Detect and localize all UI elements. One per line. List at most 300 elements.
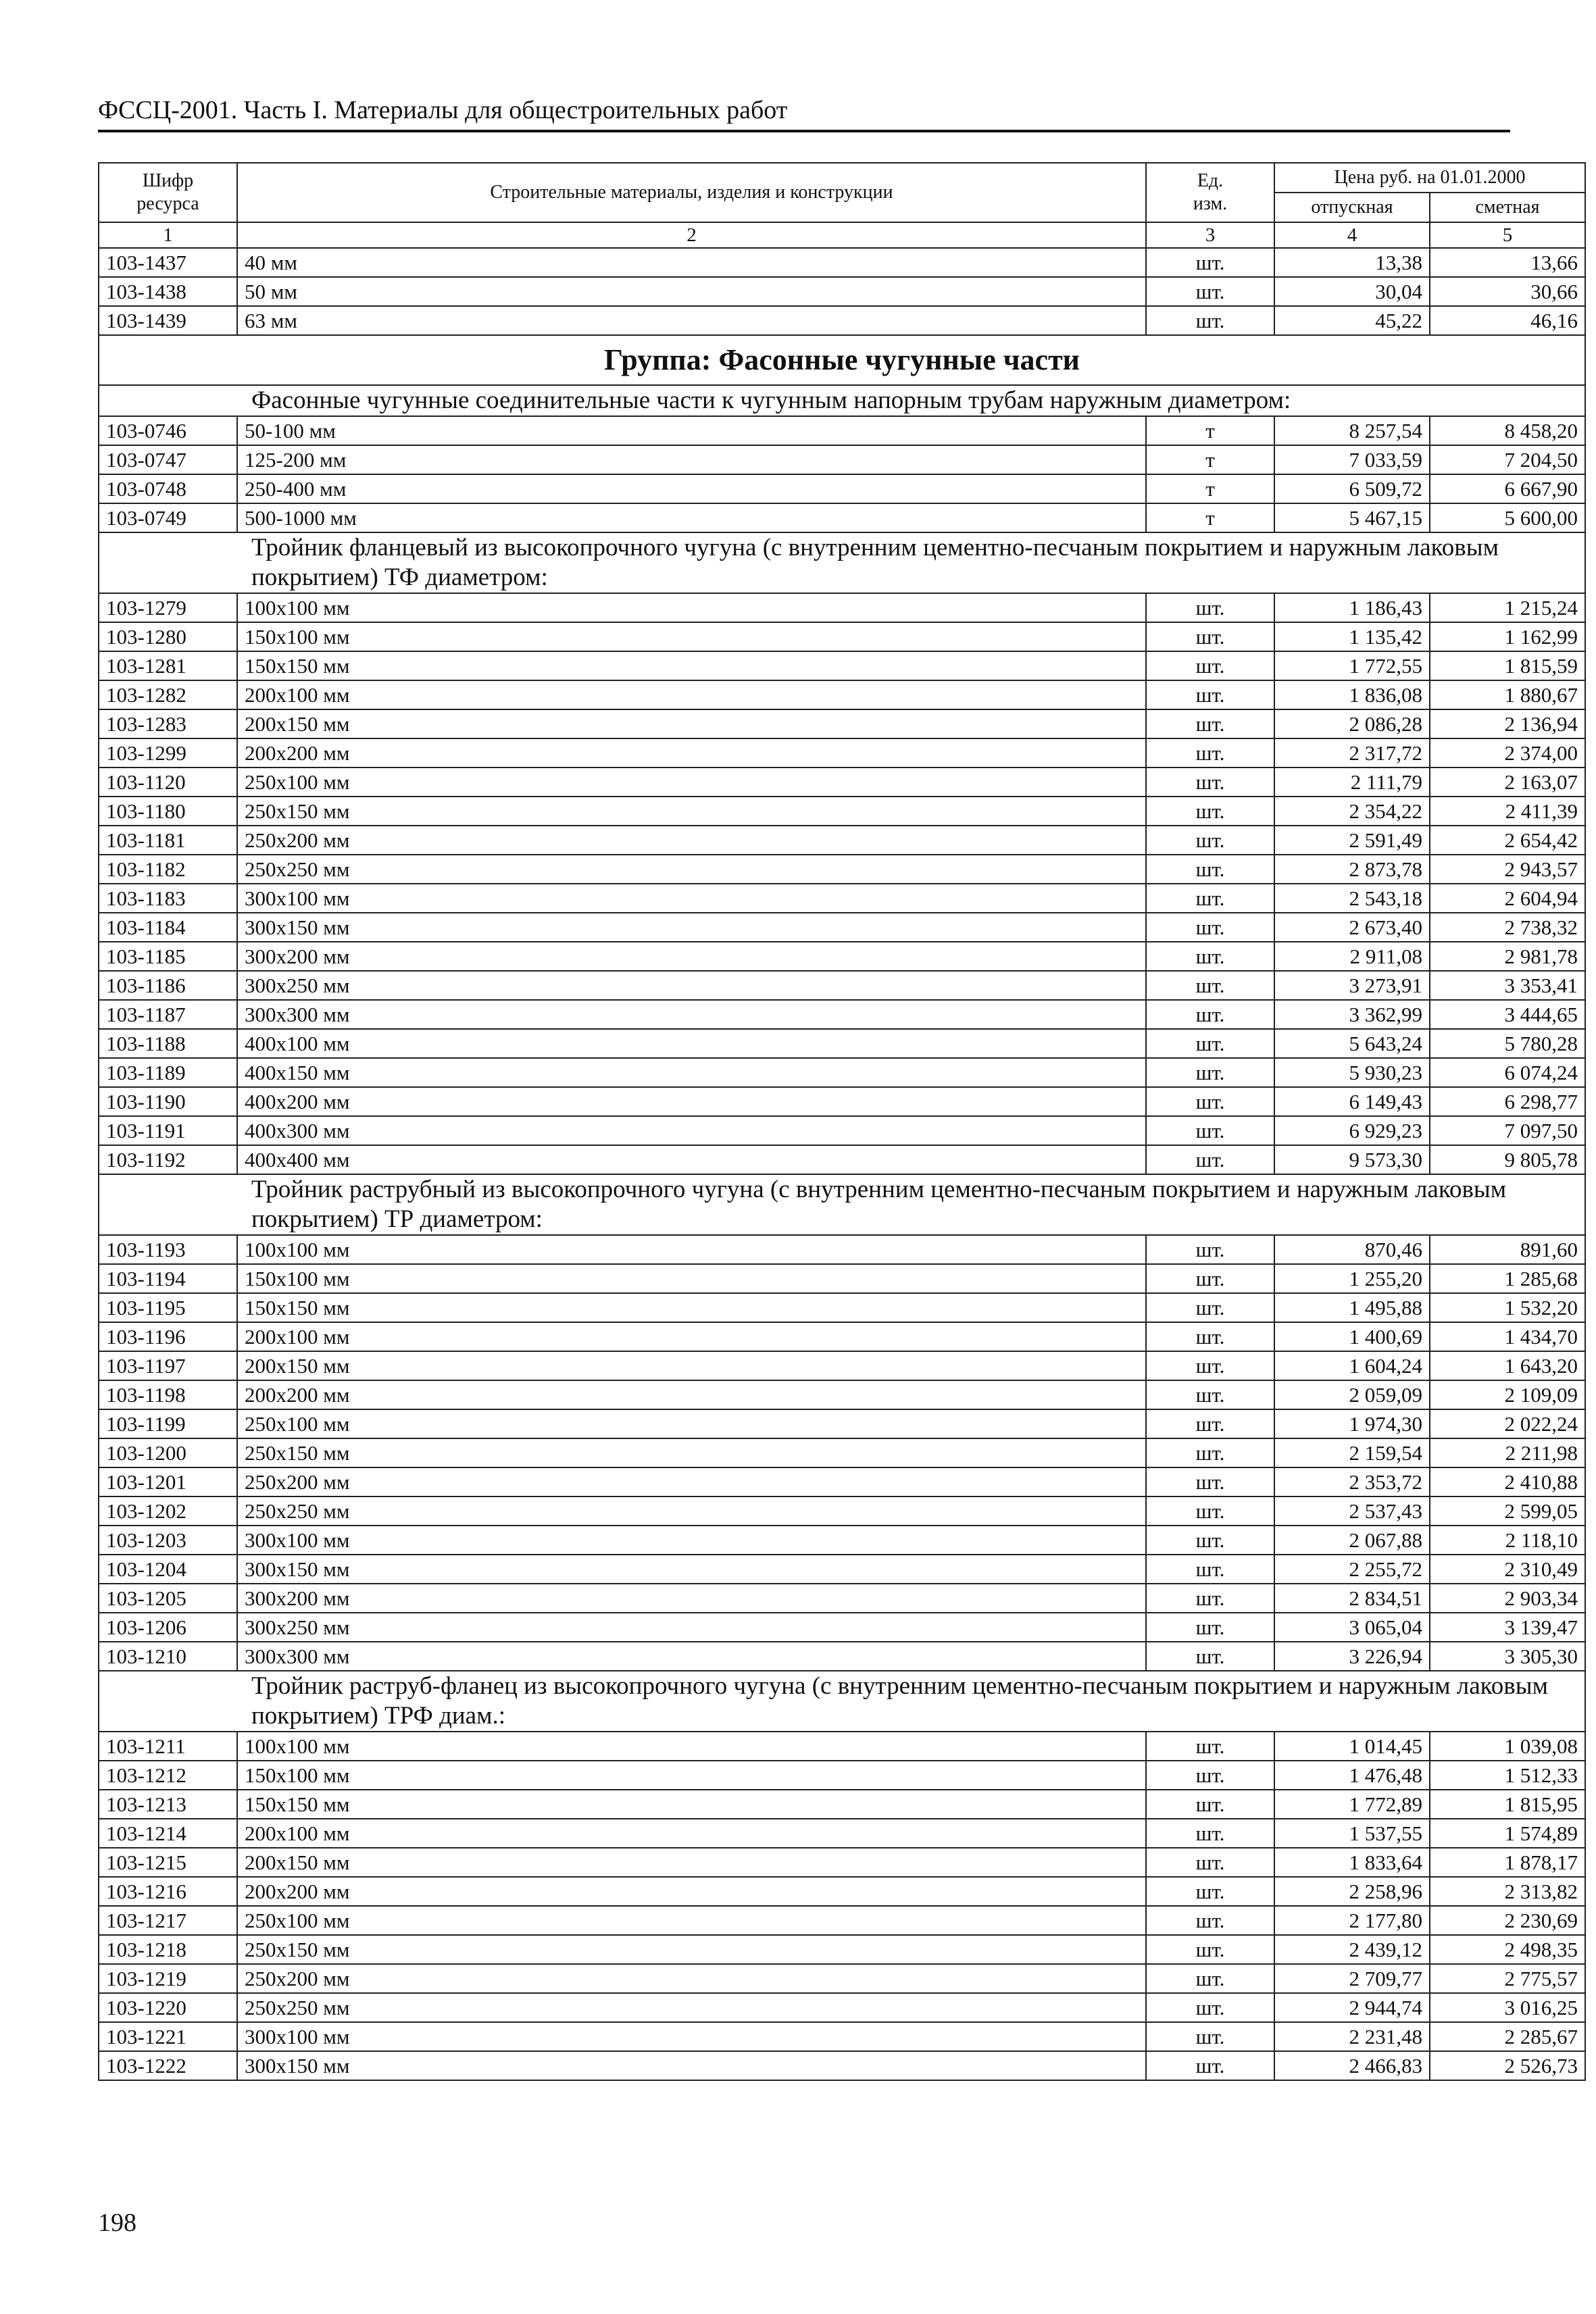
- release-price-cell: 2 543,18: [1274, 884, 1430, 913]
- estimate-price-cell: 1 880,67: [1430, 680, 1585, 709]
- unit-cell: шт.: [1146, 1029, 1274, 1058]
- table-row: [99, 1264, 1585, 1293]
- unit-cell: шт.: [1146, 855, 1274, 884]
- unit-cell: т: [1146, 416, 1274, 445]
- table-row: [99, 1496, 1585, 1526]
- unit-cell: шт.: [1146, 248, 1274, 277]
- code-cell: 103-1214: [99, 1819, 237, 1848]
- table-row: [99, 913, 1585, 942]
- table-row: [99, 1235, 1585, 1264]
- estimate-price-cell: 2 136,94: [1430, 709, 1585, 738]
- release-price-cell: 5 930,23: [1274, 1058, 1430, 1087]
- table-row: [99, 1293, 1585, 1322]
- unit-cell: шт.: [1146, 1087, 1274, 1116]
- code-cell: 103-1187: [99, 1000, 237, 1029]
- name-cell: 200x150 мм: [237, 1351, 1146, 1380]
- estimate-price-cell: 3 353,41: [1430, 971, 1585, 1000]
- table-row: [99, 1029, 1585, 1058]
- table-row: [99, 2022, 1585, 2051]
- estimate-price-cell: 8 458,20: [1430, 416, 1585, 445]
- estimate-price-cell: 3 139,47: [1430, 1613, 1585, 1642]
- name-cell: 200x200 мм: [237, 1380, 1146, 1409]
- unit-cell: т: [1146, 445, 1274, 474]
- header-name-cell: Строительные материалы, изделия и конструкции: [237, 163, 1146, 222]
- table-row: [99, 738, 1585, 768]
- estimate-price-cell: 5 600,00: [1430, 503, 1585, 532]
- code-cell: 103-1281: [99, 651, 237, 680]
- table-row: [99, 248, 1585, 277]
- code-cell: 103-1212: [99, 1761, 237, 1790]
- estimate-price-cell: 7 097,50: [1430, 1116, 1585, 1145]
- release-price-cell: 2 159,54: [1274, 1438, 1430, 1467]
- estimate-price-cell: 5 780,28: [1430, 1029, 1585, 1058]
- code-cell: 103-1219: [99, 1964, 237, 1993]
- unit-cell: шт.: [1146, 1264, 1274, 1293]
- unit-cell: шт.: [1146, 826, 1274, 855]
- code-cell: 103-1210: [99, 1642, 237, 1671]
- code-cell: 103-1217: [99, 1906, 237, 1935]
- name-cell: 250x200 мм: [237, 1964, 1146, 1993]
- name-cell: 300x250 мм: [237, 1613, 1146, 1642]
- name-cell: 100x100 мм: [237, 1235, 1146, 1264]
- name-cell: 200x200 мм: [237, 1877, 1146, 1906]
- estimate-price-cell: 2 981,78: [1430, 942, 1585, 971]
- estimate-price-cell: 30,66: [1430, 277, 1585, 306]
- name-cell: 50-100 мм: [237, 416, 1146, 445]
- release-price-cell: 2 466,83: [1274, 2051, 1430, 2080]
- table-header-row: [99, 163, 1585, 193]
- unit-cell: шт.: [1146, 1409, 1274, 1438]
- name-cell: 300x300 мм: [237, 1000, 1146, 1029]
- estimate-price-cell: 1 512,33: [1430, 1761, 1585, 1790]
- code-cell: 103-1215: [99, 1848, 237, 1877]
- name-cell: 200x150 мм: [237, 1848, 1146, 1877]
- colnum-5: 5: [1430, 222, 1585, 248]
- table-row: [99, 855, 1585, 884]
- code-cell: 103-1202: [99, 1496, 237, 1526]
- estimate-price-cell: 46,16: [1430, 306, 1585, 335]
- table-row: [99, 503, 1585, 532]
- table-row: [99, 971, 1585, 1000]
- release-price-cell: 6 149,43: [1274, 1087, 1430, 1116]
- unit-cell: т: [1146, 503, 1274, 532]
- colnum-3: 3: [1146, 222, 1274, 248]
- code-cell: 103-1194: [99, 1264, 237, 1293]
- unit-cell: шт.: [1146, 622, 1274, 651]
- table-row: [99, 1000, 1585, 1029]
- unit-cell: шт.: [1146, 1526, 1274, 1555]
- name-cell: 300x250 мм: [237, 971, 1146, 1000]
- release-price-cell: 2 673,40: [1274, 913, 1430, 942]
- unit-cell: шт.: [1146, 651, 1274, 680]
- unit-cell: шт.: [1146, 1116, 1274, 1145]
- estimate-price-cell: 1 643,20: [1430, 1351, 1585, 1380]
- unit-cell: шт.: [1146, 1761, 1274, 1790]
- release-price-cell: 2 834,51: [1274, 1584, 1430, 1613]
- name-cell: 100x100 мм: [237, 593, 1146, 622]
- header-unit-line2: изм.: [1193, 193, 1228, 214]
- name-cell: 40 мм: [237, 248, 1146, 277]
- release-price-cell: 2 317,72: [1274, 738, 1430, 768]
- name-cell: 400x100 мм: [237, 1029, 1146, 1058]
- estimate-price-cell: 7 204,50: [1430, 445, 1585, 474]
- release-price-cell: 1 836,08: [1274, 680, 1430, 709]
- table-row: [99, 1409, 1585, 1438]
- code-cell: 103-1192: [99, 1145, 237, 1174]
- name-cell: 300x150 мм: [237, 2051, 1146, 2080]
- unit-cell: шт.: [1146, 1235, 1274, 1264]
- release-price-cell: 1 400,69: [1274, 1322, 1430, 1351]
- code-cell: 103-1211: [99, 1732, 237, 1761]
- table-row: [99, 1964, 1585, 1993]
- code-cell: 103-1196: [99, 1322, 237, 1351]
- name-cell: 250x100 мм: [237, 768, 1146, 797]
- estimate-price-cell: 1 434,70: [1430, 1322, 1585, 1351]
- code-cell: 103-1222: [99, 2051, 237, 2080]
- release-price-cell: 2 439,12: [1274, 1935, 1430, 1964]
- release-price-cell: 2 258,96: [1274, 1877, 1430, 1906]
- estimate-price-cell: 9 805,78: [1430, 1145, 1585, 1174]
- name-cell: 200x100 мм: [237, 1819, 1146, 1848]
- code-cell: 103-1438: [99, 277, 237, 306]
- table-row: [99, 1467, 1585, 1496]
- release-price-cell: 2 354,22: [1274, 797, 1430, 826]
- unit-cell: шт.: [1146, 1000, 1274, 1029]
- group-title-row: [99, 335, 1585, 385]
- release-price-cell: 6 929,23: [1274, 1116, 1430, 1145]
- table-row: [99, 826, 1585, 855]
- unit-cell: шт.: [1146, 1584, 1274, 1613]
- table-row: [99, 445, 1585, 474]
- table-row: [99, 1116, 1585, 1145]
- estimate-price-cell: 2 654,42: [1430, 826, 1585, 855]
- name-cell: 300x100 мм: [237, 884, 1146, 913]
- header-title: ФССЦ-2001. Часть I. Материалы для общестроительных работ: [98, 96, 788, 124]
- name-cell: 300x150 мм: [237, 913, 1146, 942]
- estimate-price-cell: 2 230,69: [1430, 1906, 1585, 1935]
- code-cell: 103-1220: [99, 1993, 237, 2022]
- name-cell: 250x150 мм: [237, 1438, 1146, 1467]
- page-number: 198: [98, 2209, 136, 2237]
- name-cell: 300x200 мм: [237, 1584, 1146, 1613]
- name-cell: 400x400 мм: [237, 1145, 1146, 1174]
- release-price-cell: 1 135,42: [1274, 622, 1430, 651]
- name-cell: 300x100 мм: [237, 2022, 1146, 2051]
- table-row: [99, 1848, 1585, 1877]
- name-cell: 150x100 мм: [237, 622, 1146, 651]
- unit-cell: шт.: [1146, 1380, 1274, 1409]
- name-cell: 250x150 мм: [237, 797, 1146, 826]
- table-row: [99, 680, 1585, 709]
- unit-cell: шт.: [1146, 942, 1274, 971]
- release-price-cell: 2 353,72: [1274, 1467, 1430, 1496]
- release-price-cell: 9 573,30: [1274, 1145, 1430, 1174]
- release-price-cell: 7 033,59: [1274, 445, 1430, 474]
- unit-cell: шт.: [1146, 1935, 1274, 1964]
- estimate-price-cell: 1 215,24: [1430, 593, 1585, 622]
- release-price-cell: 6 509,72: [1274, 474, 1430, 503]
- code-cell: 103-1185: [99, 942, 237, 971]
- release-price-cell: 1 014,45: [1274, 1732, 1430, 1761]
- code-cell: 103-1437: [99, 248, 237, 277]
- release-price-cell: 2 067,88: [1274, 1526, 1430, 1555]
- code-cell: 103-1282: [99, 680, 237, 709]
- release-price-cell: 2 059,09: [1274, 1380, 1430, 1409]
- release-price-cell: 1 495,88: [1274, 1293, 1430, 1322]
- table-row: [99, 1145, 1585, 1174]
- section-title: Фасонные чугунные соединительные части к чугунным напорным трубам наружным диаметром:: [99, 385, 1585, 416]
- unit-cell: шт.: [1146, 1555, 1274, 1584]
- table-row: [99, 1322, 1585, 1351]
- unit-cell: шт.: [1146, 913, 1274, 942]
- estimate-price-cell: 2 211,98: [1430, 1438, 1585, 1467]
- colnum-1: 1: [99, 222, 237, 248]
- table-row: [99, 1351, 1585, 1380]
- name-cell: 300x100 мм: [237, 1526, 1146, 1555]
- table-row: [99, 277, 1585, 306]
- table-row: [99, 1642, 1585, 1671]
- table-row: [99, 1380, 1585, 1409]
- estimate-price-cell: 1 532,20: [1430, 1293, 1585, 1322]
- release-price-cell: 2 944,74: [1274, 1993, 1430, 2022]
- name-cell: 250x200 мм: [237, 1467, 1146, 1496]
- estimate-price-cell: 6 667,90: [1430, 474, 1585, 503]
- section-title-row: [99, 532, 1585, 593]
- page-header: [98, 95, 1510, 132]
- colnum-4: 4: [1274, 222, 1430, 248]
- header-code-cell: [99, 163, 237, 222]
- name-cell: 250x100 мм: [237, 1409, 1146, 1438]
- release-price-cell: 1 186,43: [1274, 593, 1430, 622]
- estimate-price-cell: 1 574,89: [1430, 1819, 1585, 1848]
- release-price-cell: 2 111,79: [1274, 768, 1430, 797]
- table-row: [99, 1526, 1585, 1555]
- table-row: [99, 1993, 1585, 2022]
- code-cell: 103-1188: [99, 1029, 237, 1058]
- section-title-row: [99, 1174, 1585, 1235]
- table-row: [99, 709, 1585, 738]
- estimate-price-cell: 2 310,49: [1430, 1555, 1585, 1584]
- release-price-cell: 2 177,80: [1274, 1906, 1430, 1935]
- code-cell: 103-1191: [99, 1116, 237, 1145]
- estimate-price-cell: 1 815,59: [1430, 651, 1585, 680]
- table-row: [99, 474, 1585, 503]
- table-row: [99, 1761, 1585, 1790]
- code-cell: 103-1201: [99, 1467, 237, 1496]
- release-price-cell: 13,38: [1274, 248, 1430, 277]
- table-row: [99, 1058, 1585, 1087]
- table-row: [99, 1906, 1585, 1935]
- code-cell: 103-1181: [99, 826, 237, 855]
- code-cell: 103-0748: [99, 474, 237, 503]
- name-cell: 300x300 мм: [237, 1642, 1146, 1671]
- unit-cell: шт.: [1146, 971, 1274, 1000]
- estimate-price-cell: 2 163,07: [1430, 768, 1585, 797]
- table-row: [99, 797, 1585, 826]
- unit-cell: шт.: [1146, 884, 1274, 913]
- table-row: [99, 884, 1585, 913]
- name-cell: 200x100 мм: [237, 1322, 1146, 1351]
- release-price-cell: 2 537,43: [1274, 1496, 1430, 1526]
- code-cell: 103-1120: [99, 768, 237, 797]
- name-cell: 150x100 мм: [237, 1761, 1146, 1790]
- release-price-cell: 3 273,91: [1274, 971, 1430, 1000]
- estimate-price-cell: 2 285,67: [1430, 2022, 1585, 2051]
- unit-cell: т: [1146, 474, 1274, 503]
- release-price-cell: 30,04: [1274, 277, 1430, 306]
- section-title-row: [99, 1671, 1585, 1732]
- code-cell: 103-1280: [99, 622, 237, 651]
- code-cell: 103-1213: [99, 1790, 237, 1819]
- unit-cell: шт.: [1146, 1613, 1274, 1642]
- column-number-row: [99, 222, 1585, 248]
- section-title: Тройник раструб-фланец из высокопрочного чугуна (с внутренним цементно-песчаным покрытием и наружным лаковым покрытием) ТРФ диам.:: [99, 1671, 1585, 1732]
- name-cell: 400x200 мм: [237, 1087, 1146, 1116]
- unit-cell: шт.: [1146, 306, 1274, 335]
- header-price-cell: Цена руб. на 01.01.2000: [1274, 163, 1585, 193]
- table-row: [99, 1732, 1585, 1761]
- code-cell: 103-1206: [99, 1613, 237, 1642]
- table-row: [99, 1087, 1585, 1116]
- unit-cell: шт.: [1146, 2022, 1274, 2051]
- unit-cell: шт.: [1146, 797, 1274, 826]
- code-cell: 103-1193: [99, 1235, 237, 1264]
- unit-cell: шт.: [1146, 709, 1274, 738]
- name-cell: 500-1000 мм: [237, 503, 1146, 532]
- code-cell: 103-1204: [99, 1555, 237, 1584]
- estimate-price-cell: 1 039,08: [1430, 1732, 1585, 1761]
- code-cell: 103-1190: [99, 1087, 237, 1116]
- table-row: [99, 1935, 1585, 1964]
- colnum-2: 2: [237, 222, 1146, 248]
- code-cell: 103-1200: [99, 1438, 237, 1467]
- unit-cell: шт.: [1146, 277, 1274, 306]
- unit-cell: шт.: [1146, 1906, 1274, 1935]
- name-cell: 125-200 мм: [237, 445, 1146, 474]
- release-price-cell: 1 833,64: [1274, 1848, 1430, 1877]
- table-row: [99, 942, 1585, 971]
- estimate-price-cell: 2 738,32: [1430, 913, 1585, 942]
- unit-cell: шт.: [1146, 680, 1274, 709]
- code-cell: 103-0747: [99, 445, 237, 474]
- release-price-cell: 8 257,54: [1274, 416, 1430, 445]
- unit-cell: шт.: [1146, 1642, 1274, 1671]
- release-price-cell: 2 086,28: [1274, 709, 1430, 738]
- estimate-price-cell: 2 313,82: [1430, 1877, 1585, 1906]
- estimate-price-cell: 3 444,65: [1430, 1000, 1585, 1029]
- estimate-price-cell: 2 410,88: [1430, 1467, 1585, 1496]
- estimate-price-cell: 1 815,95: [1430, 1790, 1585, 1819]
- name-cell: 250x200 мм: [237, 826, 1146, 855]
- release-price-cell: 3 065,04: [1274, 1613, 1430, 1642]
- table-row: [99, 306, 1585, 335]
- code-cell: 103-1186: [99, 971, 237, 1000]
- price-table-body: [99, 163, 1585, 2080]
- header-unit-cell: [1146, 163, 1274, 222]
- release-price-cell: 2 591,49: [1274, 826, 1430, 855]
- release-price-cell: 1 476,48: [1274, 1761, 1430, 1790]
- name-cell: 400x300 мм: [237, 1116, 1146, 1145]
- name-cell: 250x250 мм: [237, 855, 1146, 884]
- table-row: [99, 1790, 1585, 1819]
- release-price-cell: 5 467,15: [1274, 503, 1430, 532]
- header-unit-line1: Ед.: [1197, 170, 1224, 191]
- code-cell: 103-1203: [99, 1526, 237, 1555]
- release-price-cell: 870,46: [1274, 1235, 1430, 1264]
- estimate-price-cell: 2 604,94: [1430, 884, 1585, 913]
- table-row: [99, 593, 1585, 622]
- code-cell: 103-0749: [99, 503, 237, 532]
- section-title: Тройник раструбный из высокопрочного чугуна (с внутренним цементно-песчаным покрытием и наружным лаковым покрытием) ТР диаметром:: [99, 1174, 1585, 1235]
- code-cell: 103-1195: [99, 1293, 237, 1322]
- release-price-cell: 45,22: [1274, 306, 1430, 335]
- name-cell: 200x100 мм: [237, 680, 1146, 709]
- code-cell: 103-1183: [99, 884, 237, 913]
- unit-cell: шт.: [1146, 1848, 1274, 1877]
- header-code-line1: Шифр: [142, 170, 194, 191]
- estimate-price-cell: 3 016,25: [1430, 1993, 1585, 2022]
- release-price-cell: 5 643,24: [1274, 1029, 1430, 1058]
- name-cell: 300x200 мм: [237, 942, 1146, 971]
- table-row: [99, 651, 1585, 680]
- table-row: [99, 2051, 1585, 2080]
- estimate-price-cell: 2 498,35: [1430, 1935, 1585, 1964]
- release-price-cell: 2 911,08: [1274, 942, 1430, 971]
- name-cell: 150x150 мм: [237, 1293, 1146, 1322]
- estimate-price-cell: 2 022,24: [1430, 1409, 1585, 1438]
- unit-cell: шт.: [1146, 1438, 1274, 1467]
- estimate-price-cell: 3 305,30: [1430, 1642, 1585, 1671]
- section-title-row: [99, 385, 1585, 416]
- estimate-price-cell: 891,60: [1430, 1235, 1585, 1264]
- name-cell: 250x250 мм: [237, 1993, 1146, 2022]
- release-price-cell: 1 255,20: [1274, 1264, 1430, 1293]
- release-price-cell: 3 362,99: [1274, 1000, 1430, 1029]
- release-price-cell: 1 974,30: [1274, 1409, 1430, 1438]
- code-cell: 103-1299: [99, 738, 237, 768]
- name-cell: 150x100 мм: [237, 1264, 1146, 1293]
- estimate-price-cell: 6 074,24: [1430, 1058, 1585, 1087]
- unit-cell: шт.: [1146, 1351, 1274, 1380]
- estimate-price-cell: 2 411,39: [1430, 797, 1585, 826]
- unit-cell: шт.: [1146, 1467, 1274, 1496]
- code-cell: 103-1205: [99, 1584, 237, 1613]
- release-price-cell: 2 255,72: [1274, 1555, 1430, 1584]
- unit-cell: шт.: [1146, 1964, 1274, 1993]
- unit-cell: шт.: [1146, 1819, 1274, 1848]
- code-cell: 103-1439: [99, 306, 237, 335]
- unit-cell: шт.: [1146, 1058, 1274, 1087]
- release-price-cell: 1 772,89: [1274, 1790, 1430, 1819]
- table-row: [99, 768, 1585, 797]
- code-cell: 103-1279: [99, 593, 237, 622]
- name-cell: 200x200 мм: [237, 738, 1146, 768]
- release-price-cell: 2 873,78: [1274, 855, 1430, 884]
- code-cell: 103-0746: [99, 416, 237, 445]
- name-cell: 250x250 мм: [237, 1496, 1146, 1526]
- name-cell: 63 мм: [237, 306, 1146, 335]
- table-row: [99, 1438, 1585, 1467]
- group-title: Группа: Фасонные чугунные части: [99, 335, 1585, 385]
- code-cell: 103-1221: [99, 2022, 237, 2051]
- estimate-price-cell: 1 285,68: [1430, 1264, 1585, 1293]
- name-cell: 300x150 мм: [237, 1555, 1146, 1584]
- table-row: [99, 622, 1585, 651]
- estimate-price-cell: 13,66: [1430, 248, 1585, 277]
- name-cell: 200x150 мм: [237, 709, 1146, 738]
- release-price-cell: 1 604,24: [1274, 1351, 1430, 1380]
- unit-cell: шт.: [1146, 1790, 1274, 1819]
